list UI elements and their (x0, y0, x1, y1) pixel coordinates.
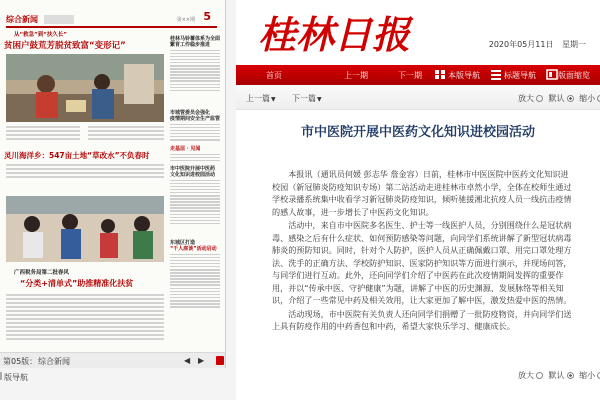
right-column-headline: 走基层 · 见闻 (170, 146, 201, 152)
page-section: 综合新闻 (6, 15, 38, 24)
zoom-default-label: 默认 (548, 94, 565, 103)
text-line (6, 168, 164, 170)
weekday: 星期一 (562, 40, 586, 49)
list-icon (490, 69, 502, 80)
page-footer-bar (0, 352, 226, 368)
text-line (6, 338, 164, 340)
text-line (6, 330, 164, 332)
radio-selected-icon (567, 95, 574, 102)
page-right-column-2[interactable] (170, 110, 220, 142)
text-line (88, 134, 164, 136)
page-number: 5 (203, 10, 211, 23)
headline-1[interactable]: 贫困户鼓荒芳脱贫致富“变形记” (4, 41, 126, 51)
text-line (6, 138, 80, 140)
zoom-default-button[interactable] (549, 94, 574, 103)
prev-article-button[interactable] (246, 93, 276, 104)
right-column-headline: 繁育工作稳步推进 (170, 42, 211, 48)
text-line (6, 314, 164, 316)
subheadline-3: 广西税务局第二批春风 (14, 270, 70, 276)
page-header (6, 10, 217, 28)
pdf-icon[interactable] (216, 356, 224, 365)
prev-page-button[interactable]: ◀ (184, 356, 191, 365)
text-line (6, 318, 164, 320)
zoom-default-button[interactable] (549, 371, 574, 380)
article-body (272, 168, 576, 334)
caret-down-icon: ▼ (271, 96, 276, 103)
brand-logo-text: 桂林日报 (258, 12, 411, 57)
article-paragraph: 活动现场，市中医院有关负责人还向同学们捐赠了一批防疫物资，并向同学们送上具有防疫作用的中药香包和中药，希望大家快乐学习、健康成长。 (272, 308, 572, 331)
zoom-controls-bottom (518, 370, 600, 381)
next-article-button[interactable] (292, 93, 322, 104)
zoom-in-label: 放大 (518, 371, 534, 380)
text-line (6, 298, 164, 300)
text-line (6, 322, 164, 324)
radio-selected-icon (567, 372, 574, 379)
text-line (88, 138, 164, 140)
headline-3[interactable]: “分类+清单式”助推精准化扶贫 (20, 279, 134, 288)
page-right-column-4[interactable] (170, 166, 220, 226)
news-photo-2[interactable] (6, 196, 164, 262)
thumbnails-icon (546, 69, 558, 80)
article-paragraph: 活动中，来自市中医院多名医生、护士等一线医护人员，分别围绕什么是冠状病毒、感染之后有什么症状、如何预防感染等问题，向同学们系统讲解了新型冠状病毒肺炎的预防知识。同时，针对个人防护，医护人员从正确佩戴口罩、用完口罩处理方法、洗手的正确方法、学校防护知识、医家防护知识等方面进行演示，并现场问答，与同学们进行互动。此外，还向同学们介绍了中医药在此次疫情期间发挥的重要作用，并以“传承中医、守护健康”为题，讲解了中医的历史渊源、发展脉络等相关知识，介绍了一些常见中药及相关效用，让大家更加了解中医，激发热爱中医的热情。 (272, 220, 572, 305)
next-article-label: 下一篇 (292, 94, 316, 103)
page-label: 第05版： (3, 357, 38, 366)
nav-prev-issue[interactable]: 上一期 (344, 71, 368, 80)
right-column-headline: 市城管委员会强化 (170, 110, 211, 116)
text-line (88, 126, 164, 128)
text-line (6, 126, 80, 128)
radio-icon (536, 95, 543, 102)
zoom-in-label: 放大 (518, 94, 534, 103)
zoom-out-button[interactable] (579, 94, 600, 103)
right-column-headline: 桂林马铃薯体系为全面 (170, 36, 221, 42)
header-tag (44, 15, 74, 24)
text-line (6, 130, 80, 132)
text-line (6, 294, 164, 296)
nav-title-index[interactable]: 标题导航 (504, 71, 536, 80)
newspaper-panel (0, 0, 236, 400)
right-column-headline: “千人座谈”活动启动 (170, 246, 217, 252)
zoom-out-label: 缩小 (579, 94, 596, 103)
text-line (6, 306, 164, 308)
right-column-headline: 疫情期间安全生产监管 (170, 116, 221, 122)
page-right-column-1[interactable] (170, 36, 220, 93)
right-column-headline: 东城区打造 (170, 240, 196, 246)
article-panel (236, 0, 600, 400)
zoom-out-label: 缩小 (579, 371, 596, 380)
page-right-column-3[interactable] (170, 146, 220, 163)
subheadline-1: 从“救急”到“扶久长” (14, 32, 67, 38)
page-nav-label[interactable]: 版导航 (4, 373, 28, 382)
zoom-in-button[interactable] (518, 94, 543, 103)
headline-2[interactable]: 灵川海洋乡：547亩土地“草改水”不负春时 (4, 151, 150, 160)
prev-article-label: 上一篇 (246, 94, 270, 103)
main-navbar (236, 65, 600, 85)
newspaper-page-image[interactable] (0, 0, 226, 352)
page-section-link[interactable]: 综合新闻 (38, 357, 70, 366)
issue-date: 2020年05月11日 (488, 40, 554, 49)
text-line (6, 334, 164, 336)
right-column-headline: 文化知识进校园活动 (170, 172, 216, 178)
right-column-headline: 市中医院开展中医药 (170, 166, 216, 172)
zoom-default-label: 默认 (548, 371, 565, 380)
nav-home[interactable]: 首页 (266, 71, 282, 80)
news-photo-1[interactable] (6, 54, 164, 122)
caret-down-icon: ▼ (317, 96, 322, 103)
text-line (6, 164, 164, 166)
article-title: 市中医院开展中医药文化知识进校园活动 (300, 125, 535, 140)
zoom-controls (518, 93, 600, 104)
page-right-column-5[interactable] (170, 240, 220, 309)
nav-page-thumbnails[interactable]: 版面缩览 (558, 71, 590, 80)
nav-next-issue[interactable]: 下一期 (398, 71, 422, 80)
date-display (489, 39, 586, 50)
brand-logo[interactable] (254, 8, 414, 58)
text-line (6, 176, 164, 178)
article-footer (236, 366, 600, 384)
radio-icon (536, 372, 543, 379)
text-line (6, 310, 164, 312)
nav-page-index[interactable]: 本版导航 (448, 71, 480, 80)
page-issue: 第××期 (176, 17, 195, 23)
grid-icon (434, 69, 446, 80)
article-toolbar (236, 85, 600, 110)
next-page-button[interactable]: ▶ (198, 356, 205, 365)
nav-list-icon (0, 372, 2, 380)
text-line (6, 134, 80, 136)
text-line (6, 302, 164, 304)
zoom-out-button[interactable] (579, 371, 600, 380)
article-paragraph: 本报讯（通讯员何媛 彭志华 詹金容）日前，桂林市中医医院中医药文化知识进校园（新冠肺炎防疫知识专场）第二站活动走进桂林市卓然小学，全体在校师生通过学校录播系统集中收看学习新冠肺炎防疫知识，倾听驰援湘北抗疫人员一线抗击疫情的感人故事，进一步增长了中医药文化知识。 (272, 169, 572, 217)
zoom-in-button[interactable] (518, 371, 543, 380)
page-nav-strip (0, 372, 236, 384)
text-line (88, 130, 164, 132)
text-line (6, 326, 164, 328)
text-line (6, 172, 164, 174)
